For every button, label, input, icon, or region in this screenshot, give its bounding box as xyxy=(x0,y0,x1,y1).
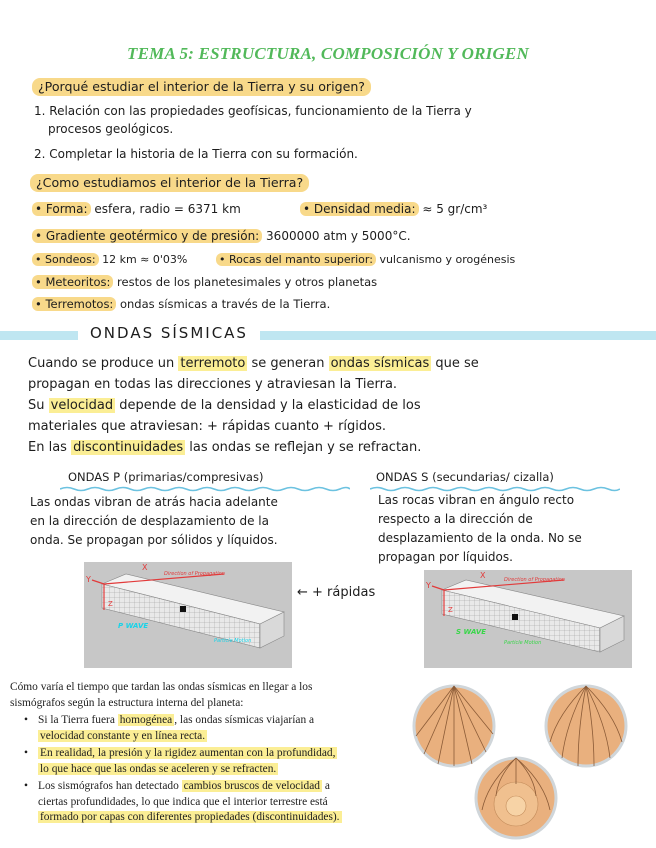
s-wave-figure xyxy=(424,570,632,668)
hl-capas: formado por capas con diferentes propiedades (discontinuidades). xyxy=(40,811,340,823)
bottom-bullet-3: • Los sismógrafos han detectado cambios bruscos de velocidad a ciertas profundidades, lo que indica que el interior terrestre está formado por capas con diferentes propiedades (discontinuidades). xyxy=(24,780,340,823)
fact-densidad-label: • Densidad media: xyxy=(300,202,419,216)
fast-note: ← + rápidas xyxy=(297,585,376,600)
p-wave-figure xyxy=(84,562,292,668)
hl-ondas-sismicas: ondas sísmicas xyxy=(330,356,430,371)
fact-sondeos-label: • Sondeos: xyxy=(32,253,99,266)
p-wave-label: P WAVE xyxy=(118,622,149,630)
fact-rocas xyxy=(216,253,515,266)
p-wave-text: Las ondas vibran de atrás hacia adelante en la dirección de desplazamiento de la onda. Se propagan por sólidos y líquidos. xyxy=(30,495,278,547)
fact-terremotos-value: ondas sísmicas a través de la Tierra. xyxy=(116,297,331,311)
hl-presion-rigidez: En realidad, la presión y la rigidez aumentan con la profundidad, xyxy=(40,747,336,759)
fact-meteoritos-value: restos de los planetesimales y otros planetas xyxy=(113,275,378,289)
item-1-line-1: 1. Relación con las propiedades geofísicas, funcionamiento de la Tierra y xyxy=(34,104,472,118)
fact-terremotos xyxy=(32,297,330,311)
ondas-paragraph xyxy=(28,353,638,458)
question-how: ¿Como estudiamos el interior de la Tierra? xyxy=(30,174,309,192)
hl-terremoto: terremoto xyxy=(180,356,246,371)
s-wave-heading: ONDAS S (secundarias/ cizalla) xyxy=(376,470,554,484)
hl-velocidad-constante: velocidad constante y en línea recta. xyxy=(40,729,206,742)
p-axis-y: Y xyxy=(86,575,91,584)
hl-cambios-bruscos: cambios bruscos de velocidad xyxy=(183,780,320,792)
fact-gradiente-value: 3600000 atm y 5000°C. xyxy=(262,229,411,243)
s-axis-x: X xyxy=(480,571,486,580)
page-title: TEMA 5: ESTRUCTURA, COMPOSICIÓN Y ORIGEN xyxy=(127,44,529,63)
fact-sondeos-value: 12 km ≈ 0'03% xyxy=(98,253,188,266)
p-axis-z: Z xyxy=(108,600,113,608)
fact-rocas-value: vulcanismo y orogénesis xyxy=(375,253,516,266)
hl-aceleren: lo que hace que las ondas se aceleren y se refracten. xyxy=(40,762,277,775)
bottom-intro: Cómo varía el tiempo que tardan las ondas sísmicas en llegar a los sismógrafos según la estructura interna del planeta: xyxy=(10,681,313,709)
fact-meteoritos xyxy=(32,275,377,289)
ondas-line-5: En las discontinuidades las ondas se reflejan y se refractan. xyxy=(28,440,422,455)
fact-densidad-value: ≈ 5 gr/cm³ xyxy=(418,202,488,216)
bottom-bullet-2: • En realidad, la presión y la rigidez aumentan con la profundidad, lo que hace que las ondas se aceleren y se refracten. xyxy=(24,747,336,775)
hl-homogenea: homogénea xyxy=(119,714,173,726)
s-particle-label: Particle Motion xyxy=(504,640,542,646)
hl-velocidad: velocidad xyxy=(50,398,114,413)
fact-terremotos-label: • Terremotos: xyxy=(32,297,116,311)
ondas-line-4: materiales que atraviesan: + rápidas cuanto + rígidos. xyxy=(28,419,387,434)
question-why: ¿Porqué estudiar el interior de la Tierra y su origen? xyxy=(32,78,371,96)
item-2: 2. Completar la historia de la Tierra con su formación. xyxy=(34,147,358,161)
ondas-line-1: Cuando se produce un terremoto se generan ondas sísmicas que se xyxy=(28,356,479,371)
p-axis-x: X xyxy=(142,563,148,572)
ondas-line-2: propagan en todas las direcciones y atraviesan la Tierra. xyxy=(28,377,398,392)
bottom-bullet-1: • Si la Tierra fuera homogénea , las ondas sísmicas viajarían a velocidad constante y en línea recta. xyxy=(24,714,315,742)
p-particle-label: Particle Motion xyxy=(214,638,252,644)
item-1-line-2: procesos geológicos. xyxy=(48,122,174,136)
fact-meteoritos-label: • Meteoritos: xyxy=(32,275,113,289)
s-axis-y: Y xyxy=(426,581,431,590)
fact-forma xyxy=(32,202,241,216)
ondas-line-3: Su velocidad depende de la densidad y la elasticidad de los xyxy=(28,398,421,413)
s-wave-label: S WAVE xyxy=(456,628,487,636)
p-wave-underline xyxy=(60,486,350,492)
fact-forma-value: esfera, radio = 6371 km xyxy=(90,202,241,216)
p-direction-label: Direction of Propagation xyxy=(164,571,225,577)
fact-gradiente-label: • Gradiente geotérmico y de presión: xyxy=(32,229,262,243)
ondas-heading: ONDAS SÍSMICAS xyxy=(78,324,260,342)
hl-discontinuidades: discontinuidades xyxy=(73,440,184,455)
fact-rocas-label: • Rocas del manto superior: xyxy=(216,253,376,266)
globe-layered xyxy=(474,756,558,840)
s-direction-label: Direction of Propagation xyxy=(504,577,565,583)
p-wave-heading: ONDAS P (primarias/compresivas) xyxy=(68,470,264,484)
fact-sondeos xyxy=(32,253,187,266)
fact-gradiente xyxy=(32,229,411,243)
fact-densidad xyxy=(300,202,487,216)
s-wave-text: Las rocas vibran en ángulo recto respecto a la dirección de desplazamiento de la onda. No se propagan por líquidos. xyxy=(378,493,582,564)
s-axis-z: Z xyxy=(448,606,453,614)
fact-forma-label: • Forma: xyxy=(32,202,91,216)
